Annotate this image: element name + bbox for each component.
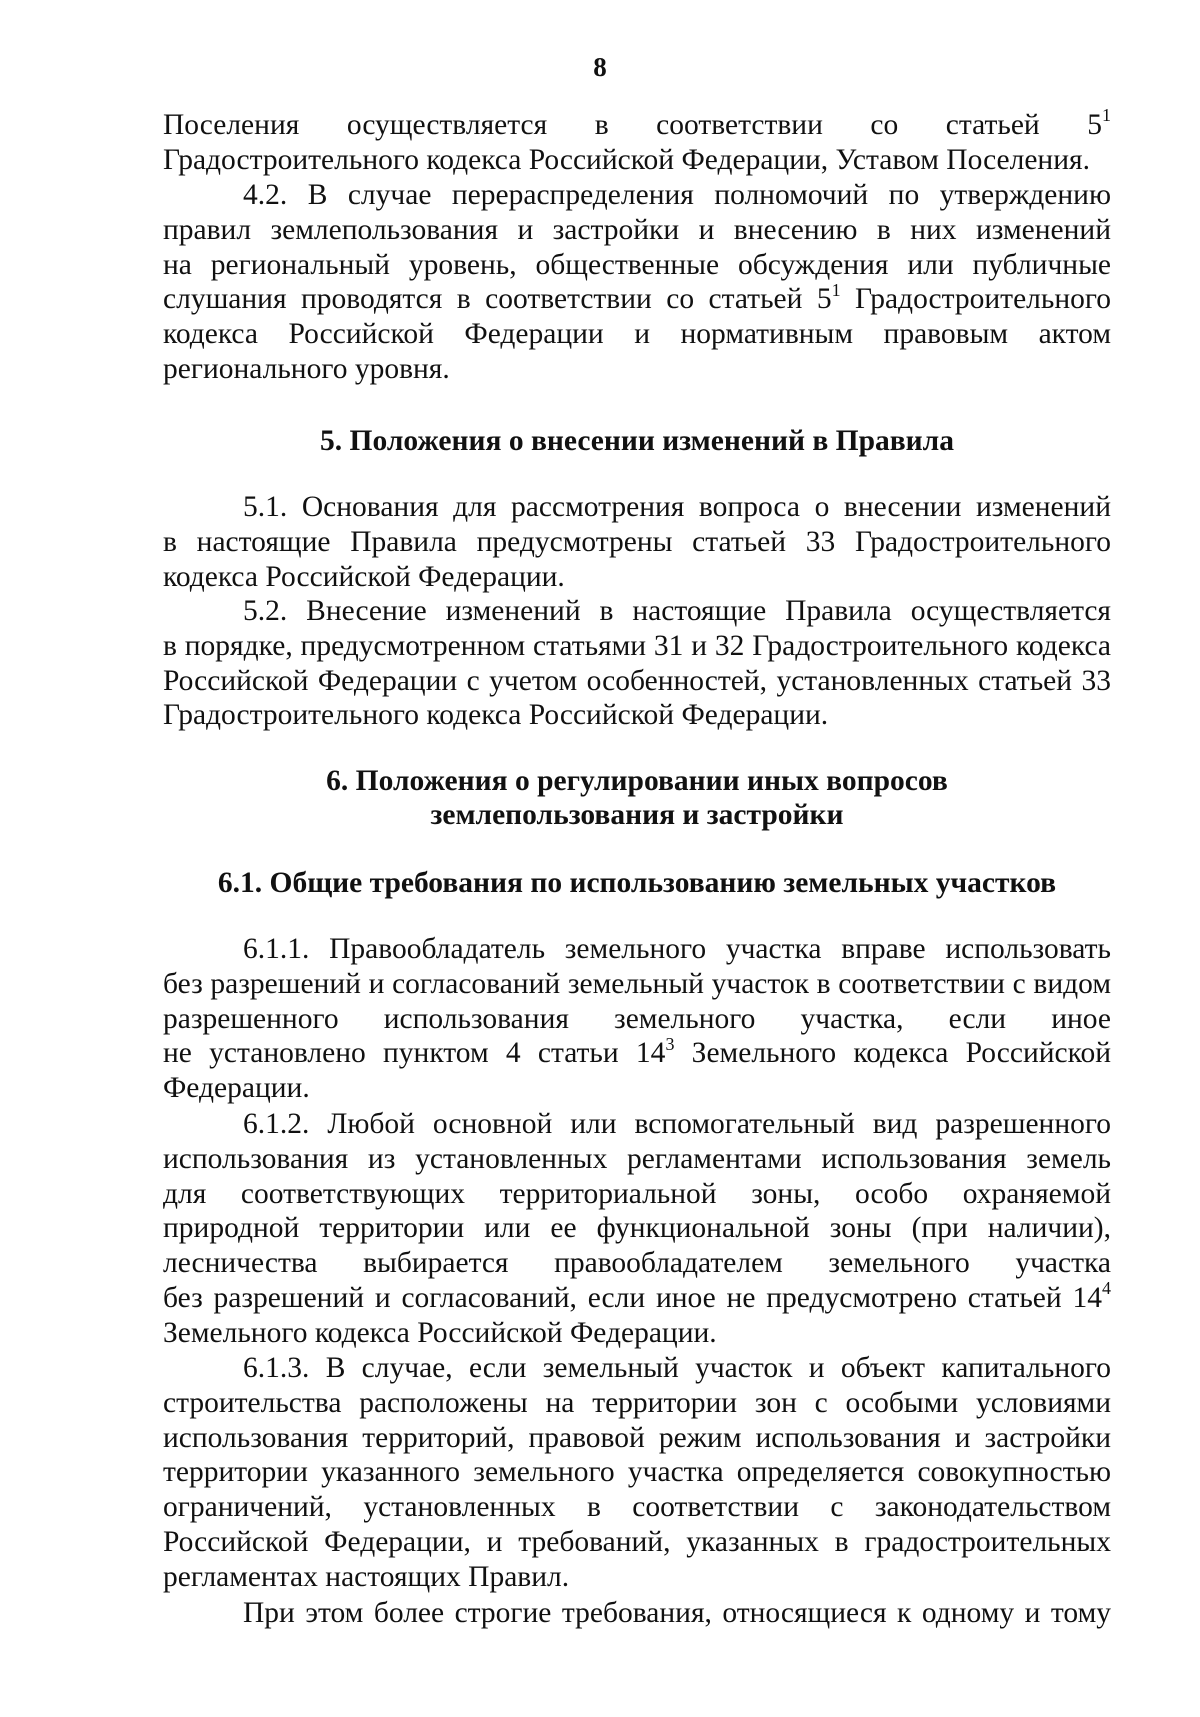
text-line: без разрешений и согласований земельный участок в соответствии с видом — [163, 967, 1111, 1000]
text-line: без разрешений и согласований, если иное не предусмотрено статьей $14^4$ — [163, 1278, 1111, 1314]
text-line: 4.2. В случае перераспределения полномочий по утверждению — [243, 179, 1111, 211]
text-line: кодекса Российской Федерации и нормативным правовым актом — [163, 318, 1111, 351]
text-line: для соответствующих территориальной зоны, особо охраняемой — [163, 1177, 1111, 1210]
text-line: природной территории или ее функциональной зоны (при наличии), — [163, 1212, 1111, 1245]
text-line: использования территорий, правовой режим использования и застройки — [163, 1421, 1111, 1454]
heading-line: 6. Положения о регулировании иных вопросов — [326, 765, 948, 797]
text-line: ограничений, установленных в соответствии с законодательством — [163, 1491, 1111, 1524]
text-line: не установлено пунктом 4 статьи $14^3$ Земельного кодекса Российской — [163, 1033, 1112, 1070]
text-line: Градостроительного кодекса Российской Федерации. — [163, 699, 829, 732]
text-line: Федерации. — [163, 1072, 310, 1105]
text-line: в настоящие Правила предусмотрены статьей 33 Градостроительного — [163, 525, 1111, 558]
text-line: в порядке, предусмотренном статьями 31 и 32 Градостроительного кодекса — [163, 629, 1111, 662]
paragraph-4-2 — [163, 178, 1111, 387]
text-line: разрешенного использования земельного участка, если иное — [163, 1002, 1111, 1035]
paragraph-5-1 — [163, 490, 1111, 594]
text-line: регионального уровня. — [163, 352, 450, 385]
text-line: слушания проводятся в соответствии со статьей $5^1$ Градостроительного — [163, 279, 1111, 316]
text-line: Российской Федерации, и требований, указанных в градостроительных — [163, 1525, 1111, 1558]
text-line: кодекса Российской Федерации. — [163, 560, 565, 593]
section-heading-5: 5. Положения о внесении изменений в Правила — [320, 425, 954, 457]
text-line: 5.2. Внесение изменений в настоящие Правила осуществляется — [243, 595, 1111, 627]
paragraph-6-1-3 — [163, 1351, 1111, 1595]
paragraph-6-1-1 — [163, 932, 1111, 1106]
text-line: 6.1.2. Любой основной или вспомогательный вид разрешенного — [243, 1108, 1111, 1140]
subsection-heading-6-1: 6.1. Общие требования по использованию земельных участков — [217, 867, 1057, 899]
paragraph-6-1-2 — [163, 1107, 1111, 1351]
section-heading-6 — [163, 764, 1111, 832]
intro-paragraph — [163, 105, 1111, 178]
text-line: на региональный уровень, общественные обсуждения или публичные — [163, 248, 1111, 281]
text-line: лесничества выбирается правообладателем земельного участка — [163, 1247, 1111, 1280]
text-line: использования из установленных регламентами использования земель — [163, 1142, 1111, 1175]
text-line: правил землепользования и застройки и внесению в них изменений — [163, 213, 1111, 246]
heading-line: землепользования и застройки — [430, 799, 844, 831]
text-line: При этом более строгие требования, относящиеся к одному и тому — [243, 1597, 1111, 1629]
text-line: 6.1.1. Правообладатель земельного участка вправе использовать — [243, 933, 1111, 965]
paragraph-5-2 — [163, 594, 1111, 733]
text-line: Поселения осуществляется в соответствии со статьей $5^1$ — [163, 105, 1111, 141]
text-line: Российской Федерации с учетом особенностей, установленных статьей 33 — [163, 664, 1111, 697]
text-line: строительства расположены на территории зон с особыми условиями — [163, 1386, 1111, 1419]
text-line: 6.1.3. В случае, если земельный участок и объект капитального — [243, 1352, 1111, 1384]
text-line: 5.1. Основания для рассмотрения вопроса о внесении изменений — [243, 491, 1111, 523]
text-line: территории указанного земельного участка определяется совокупностью — [163, 1456, 1111, 1489]
text-line: регламентах настоящих Правил. — [163, 1560, 570, 1593]
page-number: 8 — [593, 52, 607, 82]
text-line: Земельного кодекса Российской Федерации. — [163, 1316, 717, 1349]
text-line: Градостроительного кодекса Российской Федерации, Уставом Поселения. — [163, 143, 1090, 176]
paragraph-continuation — [163, 1596, 1111, 1631]
